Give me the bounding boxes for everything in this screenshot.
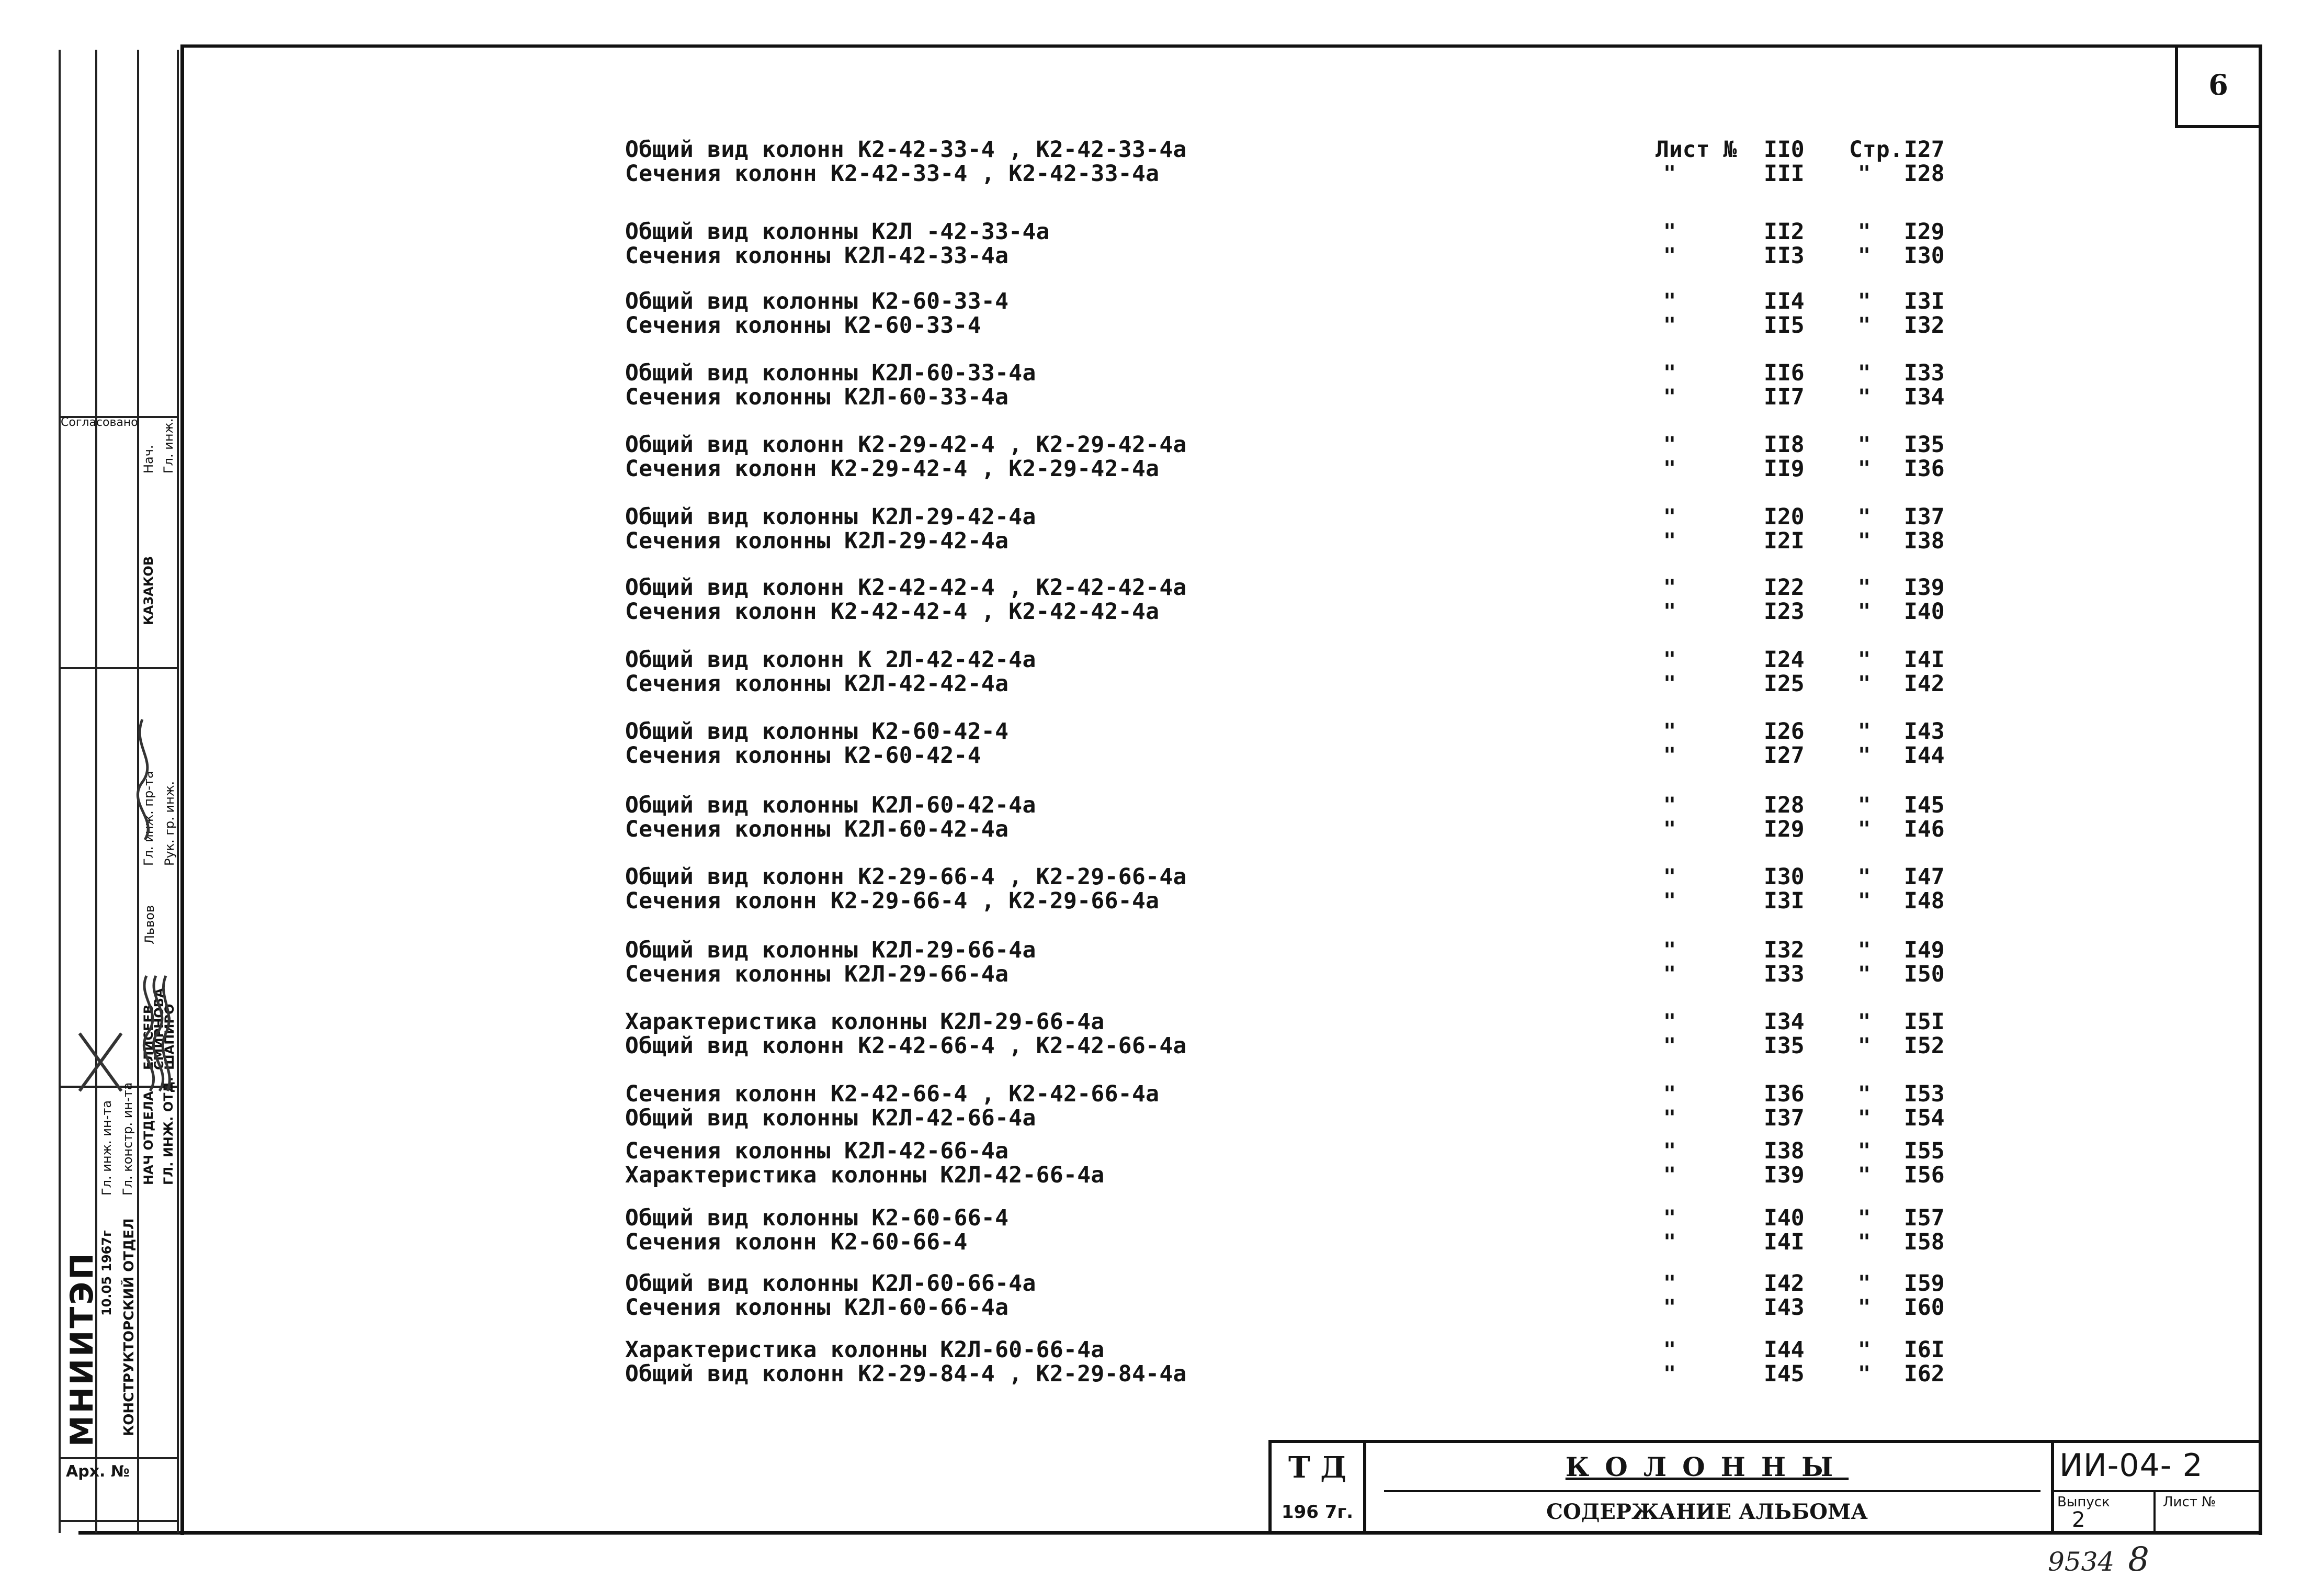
ditto-mark: " [1858,600,1871,624]
signatures [59,50,179,1533]
entry-sheet-number: I28 [1764,792,1805,818]
entry-sheet-number: I34 [1764,1009,1805,1035]
archive-number-suffix: 8 [2128,1540,2149,1579]
ditto-mark: " [1663,220,1676,244]
ditto-mark: " [1663,600,1676,624]
ditto-mark: " [1858,1163,1871,1187]
entry-title: Сечения колонн К2-42-33-4 , К2-42-33-4а [625,161,1160,187]
ditto-mark: " [1858,962,1871,986]
entry-page-number: I46 [1904,816,1945,842]
entry-sheet-number: I30 [1764,864,1805,890]
entry-sheet-number: I4I [1764,1229,1805,1255]
entry-title: Общий вид колонн К2-29-84-4 , К2-29-84-4а [625,1361,1187,1387]
ditto-mark: " [1858,672,1871,696]
signature-mark [153,976,163,1091]
entry-sheet-number: I2I [1764,528,1805,554]
entry-title: Общий вид колонн К2-42-33-4 , К2-42-33-4а [625,137,1187,163]
ditto-mark: " [1858,385,1871,409]
ditto-mark: " [1858,793,1871,817]
stamp-date: 10.05 1967г [99,1230,114,1316]
dept-name: КОНСТРУКТОРСКИЙ ОТДЕЛ [121,1218,137,1436]
entry-page-number: I4I [1904,647,1945,673]
entry-title: Общий вид колонны К2Л-60-66-4а [625,1270,1036,1297]
entry-page-number: I35 [1904,432,1945,458]
entry-sheet-number: II8 [1764,432,1805,458]
approval-stamp [59,50,179,1533]
title-block-code [2051,1443,2260,1533]
entry-sheet-number: I33 [1764,961,1805,987]
title-block [1268,1440,2260,1533]
entry-sheet-number: I22 [1764,574,1805,601]
ditto-mark: " [1663,457,1676,481]
ditto-mark: " [1663,576,1676,600]
entry-title: Сечения колонн К2-29-42-4 , К2-29-42-4а [625,456,1160,482]
entry-page-number: I33 [1904,360,1945,386]
entry-sheet-number: I39 [1764,1162,1805,1188]
entry-sheet-number: I20 [1764,504,1805,530]
ditto-mark: " [1858,1106,1871,1130]
entry-sheet-number: I27 [1764,742,1805,769]
signature-mark [144,976,153,1091]
ditto-mark: " [1858,220,1871,244]
entry-sheet-number: I40 [1764,1205,1805,1231]
entry-title: Сечения колонны К2Л-29-42-4а [625,528,1009,554]
entry-sheet-number: I26 [1764,718,1805,745]
ditto-mark: " [1663,244,1676,268]
entry-title: Сечения колонн К2-29-66-4 , К2-29-66-4а [625,888,1160,914]
entry-page-number: I39 [1904,574,1945,601]
ditto-mark: " [1663,1163,1676,1187]
ditto-mark: " [1663,1271,1676,1295]
entry-sheet-number: I36 [1764,1081,1805,1107]
ditto-mark: " [1858,1139,1871,1163]
ditto-mark: " [1858,361,1871,385]
page-column-header: Стр. [1849,137,1903,163]
entry-sheet-number: II3 [1764,243,1805,269]
entry-page-number: I43 [1904,718,1945,745]
document-code: ИИ-04- 2 [2059,1447,2203,1484]
sheet-no-label: Лист № [2163,1494,2216,1510]
archive-number-value: 9534 [2048,1547,2115,1577]
ditto-mark: " [1858,743,1871,768]
entry-title: Сечения колонн К2-42-66-4 , К2-42-66-4а [625,1081,1160,1107]
entry-page-number: I62 [1904,1361,1945,1387]
issue-label: Выпуск [2057,1494,2110,1510]
ditto-mark: " [1663,1206,1676,1230]
entry-sheet-number: II4 [1764,288,1805,314]
entry-sheet-number: I45 [1764,1361,1805,1387]
entry-sheet-number: II7 [1764,384,1805,410]
ditto-mark: " [1663,529,1676,553]
entry-title: Сечения колонны К2Л-60-33-4а [625,384,1009,410]
ditto-mark: " [1663,1295,1676,1320]
stamp-surname: СМИРНОВА [152,988,166,1070]
entry-title: Сечения колонны К2Л-60-42-4а [625,816,1009,842]
ditto-mark: " [1663,648,1676,672]
entry-title: Сечения колонны К2Л-60-66-4а [625,1294,1009,1321]
ditto-mark: " [1663,1338,1676,1362]
entry-page-number: I55 [1904,1138,1945,1164]
archive-label: Арх. № [66,1462,130,1481]
entry-title: Общий вид колонн К2-42-66-4 , К2-42-66-4а [625,1033,1187,1059]
stamp-surname: ШАПИРО [162,1004,177,1070]
signature-mark [163,976,169,1091]
entry-page-number: I30 [1904,243,1945,269]
entry-page-number: I38 [1904,528,1945,554]
ditto-mark: " [1858,1230,1871,1254]
entry-page-number: I29 [1904,219,1945,245]
stamp-agreed: Согласовано [61,416,138,429]
ditto-mark: " [1663,289,1676,313]
entry-page-number: I47 [1904,864,1945,890]
entry-title: Характеристика колонны К2Л-42-66-4а [625,1162,1105,1188]
role-ruk-gr: Рук. гр. инж. [162,781,177,866]
entry-page-number: I52 [1904,1033,1945,1059]
role-gl-inzh-in: Гл. инж. ин-та [99,1100,114,1196]
role-gl-inzh-otd: ГЛ. ИНЖ. ОТД. [161,1077,176,1185]
code-divider [2153,1492,2156,1533]
entry-title: Общий вид колонны К2Л-29-66-4а [625,937,1036,963]
signature-mark [80,1033,121,1091]
entry-page-number: I50 [1904,961,1945,987]
ditto-mark: " [1858,289,1871,313]
entry-sheet-number: I32 [1764,937,1805,963]
page-number-box [2175,44,2259,128]
entry-page-number: I32 [1904,312,1945,339]
signature-mark [138,719,148,840]
entry-title: Характеристика колонны К2Л-60-66-4а [625,1337,1105,1363]
entry-sheet-number: I42 [1764,1270,1805,1297]
entry-page-number: I54 [1904,1105,1945,1131]
ditto-mark: " [1663,962,1676,986]
entry-page-number: I59 [1904,1270,1945,1297]
entry-sheet-number: I25 [1764,671,1805,697]
entry-title: Общий вид колонны К2-60-33-4 [625,288,1009,314]
ditto-mark: " [1663,361,1676,385]
ditto-mark: " [1663,1230,1676,1254]
entry-title: Общий вид колонны К2Л -42-33-4а [625,219,1050,245]
ditto-mark: " [1858,1338,1871,1362]
ditto-mark: " [1858,648,1871,672]
entry-page-number: I34 [1904,384,1945,410]
entry-page-number: I48 [1904,888,1945,914]
entry-sheet-number: II0 [1764,137,1805,163]
ditto-mark: " [1663,1082,1676,1106]
series-year: 196 7г. [1281,1502,1354,1523]
ditto-mark: " [1858,433,1871,457]
entry-page-number: I37 [1904,504,1945,530]
entry-title: Общий вид колонны К2-60-66-4 [625,1205,1009,1231]
entry-title: Общий вид колонн К2-29-42-4 , К2-29-42-4а [625,432,1187,458]
page-number: 6 [2208,68,2228,102]
ditto-mark: " [1858,1295,1871,1320]
ditto-mark: " [1858,457,1871,481]
drawing-frame [180,44,2262,1535]
entry-page-number: I6I [1904,1337,1945,1363]
ditto-mark: " [1663,313,1676,337]
entry-title: Сечения колонны К2Л-42-33-4а [625,243,1009,269]
entry-page-number: I45 [1904,792,1945,818]
ditto-mark: " [1858,817,1871,841]
entry-title: Общий вид колонн К2-29-66-4 , К2-29-66-4а [625,864,1187,890]
entry-sheet-number: II2 [1764,219,1805,245]
entry-page-number: I36 [1904,456,1945,482]
entry-title: Сечения колонны К2Л-42-42-4а [625,671,1009,697]
entry-title: Сечения колонны К2-60-33-4 [625,312,981,339]
entry-page-number: I40 [1904,599,1945,625]
entry-page-number: I58 [1904,1229,1945,1255]
sheet-column-header: Лист № [1656,137,1737,163]
title-block-name [1363,1443,2054,1533]
role-gl-inzh-pr: Гл. инж. пр-та [141,771,156,866]
stamp-surname: ЕЛИСЕЕВ [141,1004,156,1070]
ditto-mark: " [1858,1034,1871,1058]
ditto-mark: " [1663,793,1676,817]
ditto-mark: " [1858,1010,1871,1034]
entry-sheet-number: I23 [1764,599,1805,625]
entry-page-number: I44 [1904,742,1945,769]
entry-title: Общий вид колонн К2-42-42-4 , К2-42-42-4а [625,574,1187,601]
ditto-mark: " [1858,938,1871,962]
ditto-mark: " [1663,743,1676,768]
ditto-mark: " [1858,1362,1871,1386]
entry-sheet-number: II5 [1764,312,1805,339]
entry-title: Сечения колонн К2-42-42-4 , К2-42-42-4а [625,599,1160,625]
ditto-mark: " [1663,719,1676,743]
stamp-surname: КАЗАКОВ [141,556,156,625]
entry-page-number: I53 [1904,1081,1945,1107]
ditto-mark: " [1858,719,1871,743]
archive-number [2048,1540,2149,1579]
role-nach-otdela: НАЧ ОТДЕЛА [141,1091,156,1185]
entry-title: Сечения колонны К2Л-29-66-4а [625,961,1009,987]
entry-page-number: I60 [1904,1294,1945,1321]
entry-page-number: I56 [1904,1162,1945,1188]
entry-page-number: I49 [1904,937,1945,963]
entry-sheet-number: I38 [1764,1138,1805,1164]
entry-sheet-number: III [1764,161,1805,187]
role-nach: Нач. [141,445,156,474]
ditto-mark: " [1858,1082,1871,1106]
ditto-mark: " [1663,1010,1676,1034]
album-title: КОЛОННЫ [1565,1451,1849,1482]
entry-title: Сечения колонны К2-60-42-4 [625,742,981,769]
stamp-surname: Львов [142,905,157,944]
ditto-mark: " [1858,244,1871,268]
issue-value: 2 [2072,1508,2085,1532]
entry-sheet-number: I24 [1764,647,1805,673]
ditto-mark: " [1663,1106,1676,1130]
entry-title: Общий вид колонн К 2Л-42-42-4а [625,647,1036,673]
ditto-mark: " [1663,938,1676,962]
role-gl-inzh: Гл. инж. [161,418,176,474]
entry-title: Общий вид колонны К2Л-42-66-4а [625,1105,1036,1131]
entry-title: Общий вид колонны К2Л-60-42-4а [625,792,1036,818]
entry-sheet-number: II9 [1764,456,1805,482]
entry-sheet-number: I3I [1764,888,1805,914]
album-subtitle: СОДЕРЖАНИЕ АЛЬБОМА [1546,1500,1868,1524]
entry-page-number: I5I [1904,1009,1945,1035]
ditto-mark: " [1663,1034,1676,1058]
org-name: МНИИТЭП [64,1251,100,1447]
ditto-mark: " [1858,889,1871,913]
entry-page-number: I28 [1904,161,1945,187]
entry-sheet-number: I43 [1764,1294,1805,1321]
entry-title: Сечения колонн К2-60-66-4 [625,1229,968,1255]
entry-page-number: I57 [1904,1205,1945,1231]
ditto-mark: " [1663,865,1676,889]
entry-title: Характеристика колонны К2Л-29-66-4а [625,1009,1105,1035]
entry-sheet-number: I37 [1764,1105,1805,1131]
ditto-mark: " [1858,865,1871,889]
ditto-mark: " [1663,433,1676,457]
ditto-mark: " [1858,1206,1871,1230]
entry-title: Общий вид колонны К2-60-42-4 [625,718,1009,745]
entry-title: Общий вид колонны К2Л-60-33-4а [625,360,1036,386]
ditto-mark: " [1663,505,1676,529]
ditto-mark: " [1858,313,1871,337]
entry-page-number: I3I [1904,288,1945,314]
entry-sheet-number: I29 [1764,816,1805,842]
ditto-mark: " [1858,505,1871,529]
ditto-mark: " [1663,385,1676,409]
entry-title: Общий вид колонны К2Л-29-42-4а [625,504,1036,530]
ditto-mark: " [1858,529,1871,553]
ditto-mark: " [1663,1139,1676,1163]
ditto-mark: " [1858,576,1871,600]
ditto-mark: " [1858,1271,1871,1295]
role-gl-konstr: Гл. констр. ин-та [120,1082,135,1196]
entry-sheet-number: I44 [1764,1337,1805,1363]
ditto-mark: " [1663,889,1676,913]
ditto-mark: " [1663,1362,1676,1386]
ditto-mark: " [1858,162,1871,186]
entry-title: Сечения колонны К2Л-42-66-4а [625,1138,1009,1164]
ditto-mark: " [1663,817,1676,841]
entry-page-number: I27 [1904,137,1945,163]
series-mark: Т Д [1288,1450,1346,1485]
title-rule [1384,1490,2040,1492]
ditto-mark: " [1663,672,1676,696]
entry-sheet-number: II6 [1764,360,1805,386]
entry-sheet-number: I35 [1764,1033,1805,1059]
title-block-series [1272,1443,1366,1533]
entry-page-number: I42 [1904,671,1945,697]
ditto-mark: " [1663,162,1676,186]
